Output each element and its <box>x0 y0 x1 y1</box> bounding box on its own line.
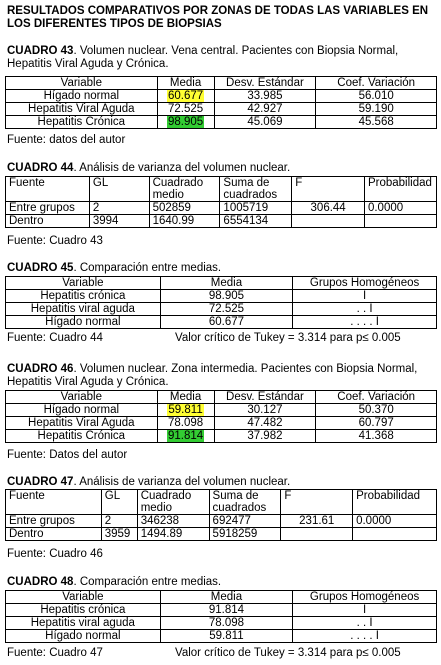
cuadro-45-table <box>5 276 437 329</box>
header-line: cuadrados <box>212 502 267 514</box>
cell: 3959 <box>101 528 137 541</box>
header-line: Suma de <box>223 177 270 189</box>
header-line: cuadrados <box>223 189 278 201</box>
cell: 1494.89 <box>137 528 209 541</box>
cuadro-44-caption <box>7 162 437 175</box>
cell: 306.44 <box>292 202 365 215</box>
table-header-row <box>6 77 437 90</box>
cell: 37.982 <box>214 430 316 443</box>
header-cell <box>137 490 209 515</box>
cuadro-45-tukey-note: Valor crítico de Tukey = 3.314 para p≤ 0.005 <box>175 332 401 344</box>
header-line: Cuadrado <box>140 490 192 502</box>
cell: 41.368 <box>316 430 437 443</box>
cuadro-45-caption <box>7 262 437 275</box>
cell: Entre grupos <box>6 202 90 215</box>
table-row <box>6 90 437 103</box>
highlight-green: 91.814 <box>167 430 204 442</box>
cuadro-43-label: CUADRO 43 <box>7 45 74 57</box>
cuadro-44-table <box>5 176 437 228</box>
cell: Hepatitis crónica <box>6 290 161 303</box>
cell: 60.797 <box>316 417 437 430</box>
cell: I <box>293 290 437 303</box>
cuadro-43-caption-text: . Volumen nuclear. Vena central. Pacientes con Biopsia Normal, Hepatitis Viral Aguda y Crónica. <box>7 45 399 70</box>
highlight-yellow: 59.811 <box>168 404 203 416</box>
table-row <box>6 103 437 116</box>
header-cell: F <box>281 490 353 515</box>
table-row <box>6 116 437 129</box>
cell: . . I <box>293 617 437 630</box>
cuadro-46-caption-text: . Volumen nuclear. Zona intermedia. Pacientes con Biopsia Normal, Hepatitis Viral Aguda y Crónica. <box>7 363 418 388</box>
header-line: Suma de <box>212 490 259 502</box>
cuadro-43-source: Fuente: datos del autor <box>7 134 126 146</box>
header-cell: Media <box>157 391 214 404</box>
cuadro-44-label: CUADRO 44 <box>7 162 74 174</box>
cell: 78.098 <box>160 617 292 630</box>
cuadro-48-caption <box>7 576 437 589</box>
cell: 72.525 <box>157 103 214 116</box>
cell: 47.482 <box>214 417 316 430</box>
table-row <box>6 303 437 316</box>
cell: 3994 <box>89 215 149 228</box>
cuadro-45-source: Fuente: Cuadro 44 <box>7 332 103 344</box>
cell: . . . . I <box>293 630 437 643</box>
cell-highlighted <box>157 430 214 443</box>
header-cell: Coef. Variación <box>316 77 437 90</box>
cell: 1005719 <box>220 202 292 215</box>
cell: Hepatitis viral aguda <box>6 617 161 630</box>
table-header-row <box>6 391 437 404</box>
cell: Hígado normal <box>6 316 161 329</box>
highlight-green: 98.905 <box>167 116 204 128</box>
table-row <box>6 316 437 329</box>
header-cell: Media <box>160 591 292 604</box>
header-cell <box>209 490 281 515</box>
cuadro-46-caption <box>7 363 437 389</box>
cell: 91.814 <box>160 604 292 617</box>
table-header-row <box>6 277 437 290</box>
cell: . . . . I <box>293 316 437 329</box>
cuadro-45-label: CUADRO 45 <box>7 262 74 274</box>
cell <box>292 215 365 228</box>
table-header-row <box>6 591 437 604</box>
header-cell: Variable <box>6 591 161 604</box>
cuadro-43-table <box>5 76 437 129</box>
cell: 42.927 <box>214 103 316 116</box>
header-cell <box>149 177 220 202</box>
header-cell: Variable <box>6 277 161 290</box>
cuadro-43-caption <box>7 45 437 71</box>
cuadro-47-caption <box>7 476 437 489</box>
header-cell: Variable <box>6 77 158 90</box>
cell-highlighted <box>157 90 214 103</box>
cell: Hígado normal <box>6 90 158 103</box>
cell: 5918259 <box>209 528 281 541</box>
table-row <box>6 528 437 541</box>
cell: 72.525 <box>160 303 292 316</box>
cell <box>364 215 436 228</box>
cell: 502859 <box>149 202 220 215</box>
cell: 33.985 <box>214 90 316 103</box>
cuadro-46-source: Fuente: Datos del autor <box>7 449 128 461</box>
cell: Hepatitis Viral Aguda <box>6 103 158 116</box>
cell: 45.069 <box>214 116 316 129</box>
header-cell: Media <box>160 277 292 290</box>
cell: 59.190 <box>316 103 437 116</box>
table-row <box>6 202 437 215</box>
table-row <box>6 630 437 643</box>
cell: Hepatitis viral aguda <box>6 303 161 316</box>
header-cell: Grupos Homogéneos <box>293 591 437 604</box>
cuadro-48-caption-text: . Comparación entre medias. <box>73 576 222 588</box>
header-line: Cuadrado <box>152 177 204 189</box>
table-row <box>6 617 437 630</box>
cell: 692477 <box>209 515 281 528</box>
header-line: medio <box>152 189 184 201</box>
cell: 60.677 <box>160 316 292 329</box>
cell <box>281 528 353 541</box>
table-row <box>6 215 437 228</box>
header-cell: Fuente <box>6 177 90 202</box>
header-cell: Variable <box>6 391 158 404</box>
header-cell: GL <box>101 490 137 515</box>
cuadro-44-source: Fuente: Cuadro 43 <box>7 235 103 247</box>
cell: 0.0000 <box>364 202 436 215</box>
cuadro-45-caption-text: . Comparación entre medias. <box>73 262 222 274</box>
header-cell: Probabilidad <box>353 490 437 515</box>
cell: 56.010 <box>316 90 437 103</box>
cell: 50.370 <box>316 404 437 417</box>
cell: Hígado normal <box>6 404 158 417</box>
cell: Dentro <box>6 215 90 228</box>
cell: 6554134 <box>220 215 292 228</box>
table-row <box>6 515 437 528</box>
cuadro-47-label: CUADRO 47 <box>7 476 74 488</box>
cell: 2 <box>101 515 137 528</box>
cuadro-47-caption-text: . Análisis de varianza del volumen nuclear. <box>73 476 291 488</box>
cell: 1640.99 <box>149 215 220 228</box>
cuadro-48-tukey-note: Valor crítico de Tukey = 3.314 para p≤ 0.005 <box>175 647 401 659</box>
cuadro-48-label: CUADRO 48 <box>7 576 74 588</box>
header-cell: Desv. Estándar <box>214 77 316 90</box>
cell-highlighted <box>157 116 214 129</box>
header-cell: Grupos Homogéneos <box>293 277 437 290</box>
cell: 0.0000 <box>353 515 437 528</box>
cell: Dentro <box>6 528 102 541</box>
cell: 78.098 <box>157 417 214 430</box>
cell: 45.568 <box>316 116 437 129</box>
cell: 59.811 <box>160 630 292 643</box>
highlight-yellow: 60.677 <box>167 90 204 102</box>
table-row <box>6 604 437 617</box>
header-cell: F <box>292 177 365 202</box>
header-cell: Media <box>157 77 214 90</box>
cell: 231.61 <box>281 515 353 528</box>
cell: 2 <box>89 202 149 215</box>
cell: Hepatitis Crónica <box>6 430 158 443</box>
cell: 98.905 <box>160 290 292 303</box>
table-row <box>6 290 437 303</box>
table-header-row <box>6 490 437 515</box>
page-title: RESULTADOS COMPARATIVOS POR ZONAS DE TODAS LAS VARIABLES EN LOS DIFERENTES TIPOS DE BIOPSIAS <box>7 5 429 30</box>
cell: Hepatitis crónica <box>6 604 161 617</box>
table-header-row <box>6 177 437 202</box>
cell: Hepatitis Crónica <box>6 116 158 129</box>
cell: Hígado normal <box>6 630 161 643</box>
header-cell: Coef. Variación <box>316 391 437 404</box>
cuadro-47-table <box>5 489 437 541</box>
cuadro-46-label: CUADRO 46 <box>7 363 74 375</box>
header-cell: Desv. Estándar <box>214 391 316 404</box>
cuadro-46-table <box>5 390 437 443</box>
header-cell: GL <box>89 177 149 202</box>
cell: Hepatitis Viral Aguda <box>6 417 158 430</box>
cell: Entre grupos <box>6 515 102 528</box>
table-row <box>6 430 437 443</box>
cell <box>353 528 437 541</box>
cuadro-48-source: Fuente: Cuadro 47 <box>7 647 103 659</box>
cuadro-48-table <box>5 590 437 643</box>
cell: . . I <box>293 303 437 316</box>
header-cell <box>220 177 292 202</box>
header-cell: Fuente <box>6 490 102 515</box>
cell-highlighted <box>157 404 214 417</box>
cell: 346238 <box>137 515 209 528</box>
cell: I <box>293 604 437 617</box>
header-cell: Probabilidad <box>364 177 436 202</box>
header-line: medio <box>140 502 173 514</box>
table-row <box>6 404 437 417</box>
cuadro-47-source: Fuente: Cuadro 46 <box>7 548 103 560</box>
cuadro-44-caption-text: . Análisis de varianza del volumen nuclear. <box>73 162 291 174</box>
table-row <box>6 417 437 430</box>
cell: 30.127 <box>214 404 316 417</box>
